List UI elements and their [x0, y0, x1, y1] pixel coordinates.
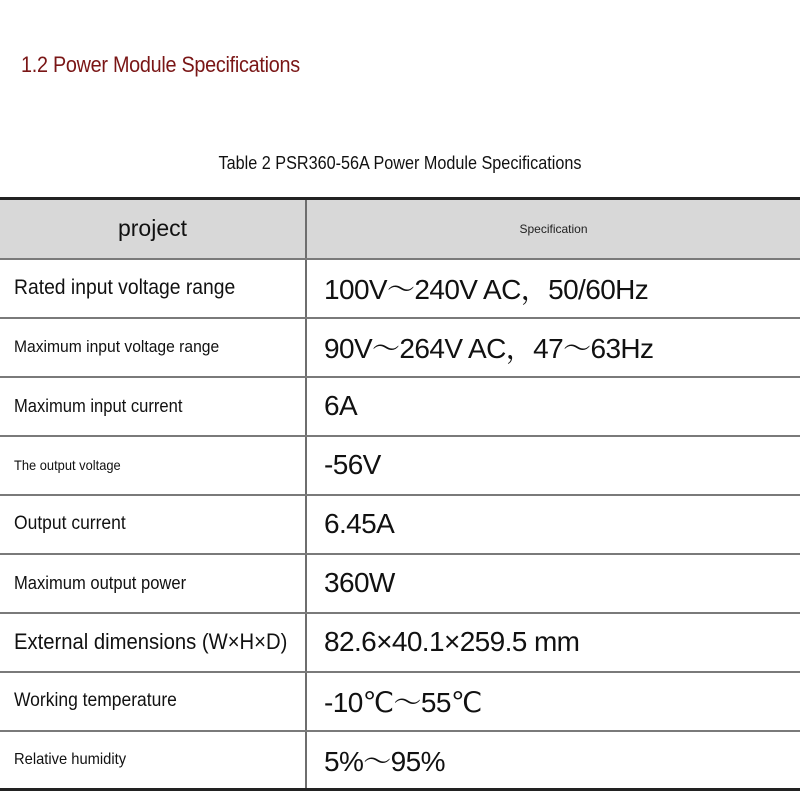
row-label-text: Rated input voltage range [14, 276, 236, 299]
row-label-text: Maximum input voltage range [14, 337, 220, 356]
table-row [0, 554, 800, 613]
row-label [0, 672, 306, 731]
table-row [0, 436, 800, 495]
row-label [0, 731, 306, 790]
table-caption: Table 2 PSR360-56A Power Module Specifications [218, 153, 582, 173]
table-row [0, 377, 800, 436]
spec-table [0, 197, 800, 791]
column-header-specification: Specification [306, 199, 800, 259]
row-label [0, 377, 306, 436]
row-label [0, 613, 306, 672]
row-label-text: Maximum output power [14, 572, 187, 593]
table-row [0, 318, 800, 377]
row-value: 6.45A [306, 495, 800, 554]
row-value: 90V～264V AC，47～63Hz [306, 318, 800, 377]
row-value: 100V～240V AC，50/60Hz [306, 259, 800, 318]
column-header-project: project [0, 199, 306, 259]
row-value: -10℃～55℃ [306, 672, 800, 731]
table-row [0, 672, 800, 731]
row-value: 6A [306, 377, 800, 436]
row-label [0, 318, 306, 377]
row-label-text: The output voltage [14, 457, 121, 473]
row-label-text: Output current [14, 513, 126, 534]
row-value: 82.6×40.1×259.5 mm [306, 613, 800, 672]
table-row [0, 495, 800, 554]
row-label-text: External dimensions (W×H×D) [14, 629, 288, 654]
table-header-row [0, 199, 800, 259]
row-value: 5%～95% [306, 731, 800, 790]
row-value: 360W [306, 554, 800, 613]
row-value: -56V [306, 436, 800, 495]
row-label-text: Maximum input current [14, 395, 183, 416]
section-heading: 1.2 Power Module Specifications [21, 52, 300, 77]
row-label-text: Working temperature [14, 690, 177, 711]
row-label [0, 259, 306, 318]
row-label [0, 495, 306, 554]
row-label [0, 554, 306, 613]
table-row [0, 259, 800, 318]
table-row [0, 613, 800, 672]
row-label-text: Relative humidity [14, 750, 127, 768]
table-row [0, 731, 800, 790]
row-label [0, 436, 306, 495]
